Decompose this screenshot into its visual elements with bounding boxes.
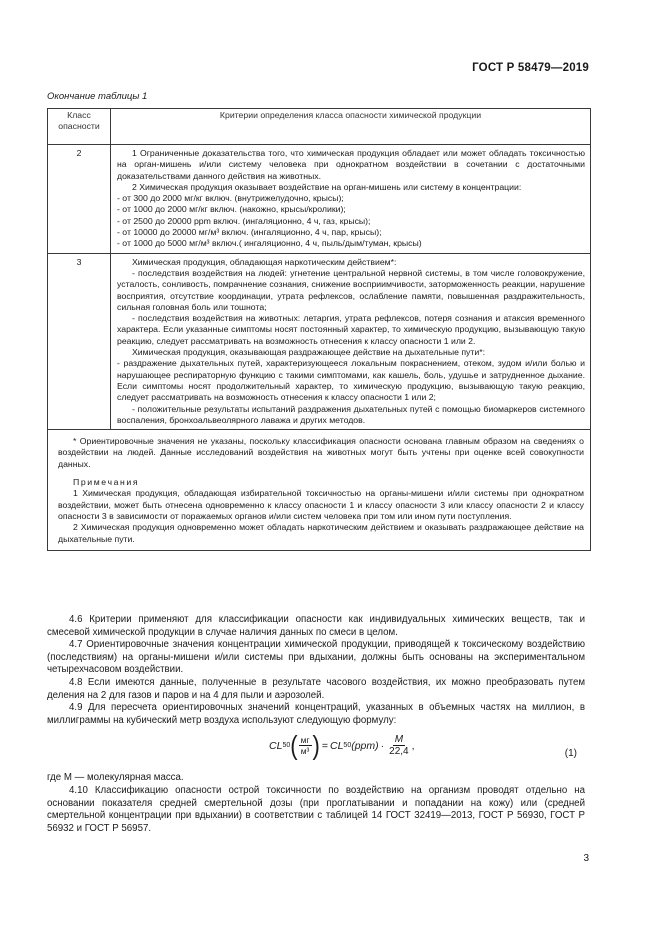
formula-comma: ,: [411, 739, 415, 752]
hazard-class-cell: 3: [48, 253, 111, 429]
criteria-line: Химическая продукция, оказывающая раздражающее действие на дыхательные пути*:: [132, 347, 486, 358]
criteria-line: - от 300 до 2000 мг/кг включ. (внутрижелудочно, крысы);: [117, 193, 344, 204]
formula-lhs-sub: 50: [282, 741, 291, 749]
conversion-formula: [269, 730, 415, 761]
paragraph-4-10: 4.10 Классификацию опасности острой токсичности по воздействию на организм проводят отдельно на основании показателя средней смертельной дозы (при проглатывании и попадании на кожу) или (средней смертельной концентрации при вдыхании) в соответствии с таблицей 14 ГОСТ 32419—2013, ГОСТ Р 56930, ГОСТ Р 56932 и ГОСТ Р 56957.: [47, 784, 585, 834]
criteria-line: 1 Ограниченные доказательства того, что химическая продукция обладает или может обладать токсичностью на орган-мишень и/или систему человека при однократном воздействии в сочетании с достаточными доказательствами данного действия на животных.: [117, 148, 585, 181]
document-id: ГОСТ Р 58479—2019: [472, 62, 589, 74]
criteria-line: - от 2500 до 20000 ppm включ. (ингаляционно, 4 ч, газ, крысы);: [117, 215, 371, 226]
fraction-numerator: M: [394, 734, 404, 746]
criteria-line: - последствия воздействия на людей: угнетение центральной нервной системы, в том числе головокружение, усталость, сонливость, помрачнение сознания, снижение восприимчивости, заторможенность реакции, нарушение восприятия, отсутствие координации, утрата рефлексов, ослабление памяти, повышенная раздражительность, сильная головная боль или тошнота;: [117, 267, 585, 312]
footnote-cell: [48, 430, 591, 551]
criteria-cell: [111, 253, 591, 429]
formula-where: где M — молекулярная масса.: [47, 772, 184, 784]
table-caption: Окончание таблицы 1: [47, 91, 148, 102]
criteria-cell: [111, 145, 591, 254]
criteria-line: - от 10000 до 20000 мг/м³ включ. (ингаляционно, 4 ч, пар, крысы);: [117, 227, 382, 238]
criteria-line: Химическая продукция, обладающая наркотическим действием*:: [132, 256, 397, 267]
table-row-class-3: [48, 253, 591, 429]
formula-paren-open: (: [290, 730, 298, 761]
header-criteria: Критерии определения класса опасности химической продукции: [111, 109, 591, 145]
criteria-line: - положительные результаты испытаний раздражения дыхательных путей с помощью биомаркеров системного воспаления, бронхоальвеолярного лаважа и других методов.: [117, 403, 585, 425]
criteria-line: 2 Химическая продукция оказывает воздействие на орган-мишень или систему в концентрации:: [132, 181, 522, 192]
formula-equals: =: [321, 739, 328, 752]
paragraph-4-9: 4.9 Для пересчета ориентировочных значений концентраций, указанных в объемных частях на миллион, в миллиграммы на кубический метр воздуха используют следующую формулу:: [47, 702, 585, 726]
page-number: 3: [583, 853, 589, 864]
equation-number: (1): [564, 748, 577, 760]
formula-molar-fraction: [387, 734, 410, 757]
formula-dot: ·: [380, 739, 385, 752]
table-header-row: [48, 109, 591, 145]
formula-rhs: CL: [329, 739, 344, 752]
table-footnote-row: [48, 430, 591, 551]
criteria-line: - от 1000 до 5000 мг/м³ включ.( ингаляционно, 4 ч, пыль/дым/туман, крысы): [117, 238, 422, 249]
unit-denominator: м³: [300, 746, 310, 757]
body-text: [47, 614, 585, 835]
note-item: 2 Химическая продукция одновременно может обладать наркотическим действием и оказывать раздражающее действие на дыхательные пути.: [58, 522, 584, 544]
criteria-line: - раздражение дыхательных путей, характеризующееся локальным покраснением, отеком, зудом и/или болью и нарушающее респираторную функцию с такими симптомами, как кашель, боль, удушье и затрудненное дыхание. Если симптомы носят продолжительный характер, то химическую продукцию, вызывающую такую реакцию, следует рассматривать на возможность отнесения к классу опасности 1 или 2;: [117, 358, 585, 403]
table-row-class-2: [48, 145, 591, 254]
formula-unit-fraction: [299, 735, 312, 756]
formula-lhs: CL: [269, 739, 283, 752]
criteria-line: - от 1000 до 2000 мг/кг включ. (накожно, крысы/кролики);: [117, 204, 346, 215]
paragraph-4-8: 4.8 Если имеются данные, полученные в результате часового воздействия, их можно преобразовать путем деления на 2 для газов и паров и на 4 для пыли и аэрозолей.: [47, 676, 585, 701]
unit-numerator: мг: [300, 735, 310, 746]
formula-rhs-arg: (ppm): [351, 739, 379, 752]
fraction-denominator: 22,4: [389, 746, 409, 758]
paragraph-4-6: 4.6 Критерии применяют для классификации опасности как индивидуальных химических веществ, так и смесевой химической продукции в случае наличия данных по смеси в целом.: [47, 614, 585, 638]
formula-block: [47, 728, 585, 772]
note-item: 1 Химическая продукция, обладающая избирательной токсичностью на органы-мишени и/или системы при однократном воздействии, может быть отнесена одновременно к классу опасности 1 и классу опасности 3 или классу опасности 2 и классу опасности 3 в зависимости от поражаемых органов и/или систем человека при том или ином пути поступления.: [58, 488, 584, 521]
notes-title: Примечания: [73, 477, 140, 488]
formula-rhs-sub: 50: [343, 741, 352, 749]
formula-paren-close: ): [312, 730, 320, 761]
classification-table: [47, 108, 591, 551]
criteria-line: - последствия воздействия на животных: летаргия, утрата рефлексов, потеря сознания и атаксия временного характера. Если указанные симптомы носят постоянный характер, то химическую продукцию, вызывающую такую реакцию, следует рассматривать на возможность отнесения к классу опасности 1 или 2.: [117, 313, 585, 346]
header-hazard-class: Класс опасности: [48, 109, 111, 145]
paragraph-4-7: 4.7 Ориентировочные значения концентрации химической продукции, приводящей к токсическому воздействию (последствиям) на органы-мишени и/или системы при вдыхании, должны быть основаны на экспериментальном четырехчасовом воздействии.: [47, 639, 585, 676]
hazard-class-cell: 2: [48, 145, 111, 254]
footnote-text: * Ориентировочные значения не указаны, поскольку классификация опасности основана главным образом на сведениях о воздействии на людей. Данные исследований воздействия на животных могут быть учтены при оценке всей совокупности данных.: [58, 436, 584, 469]
